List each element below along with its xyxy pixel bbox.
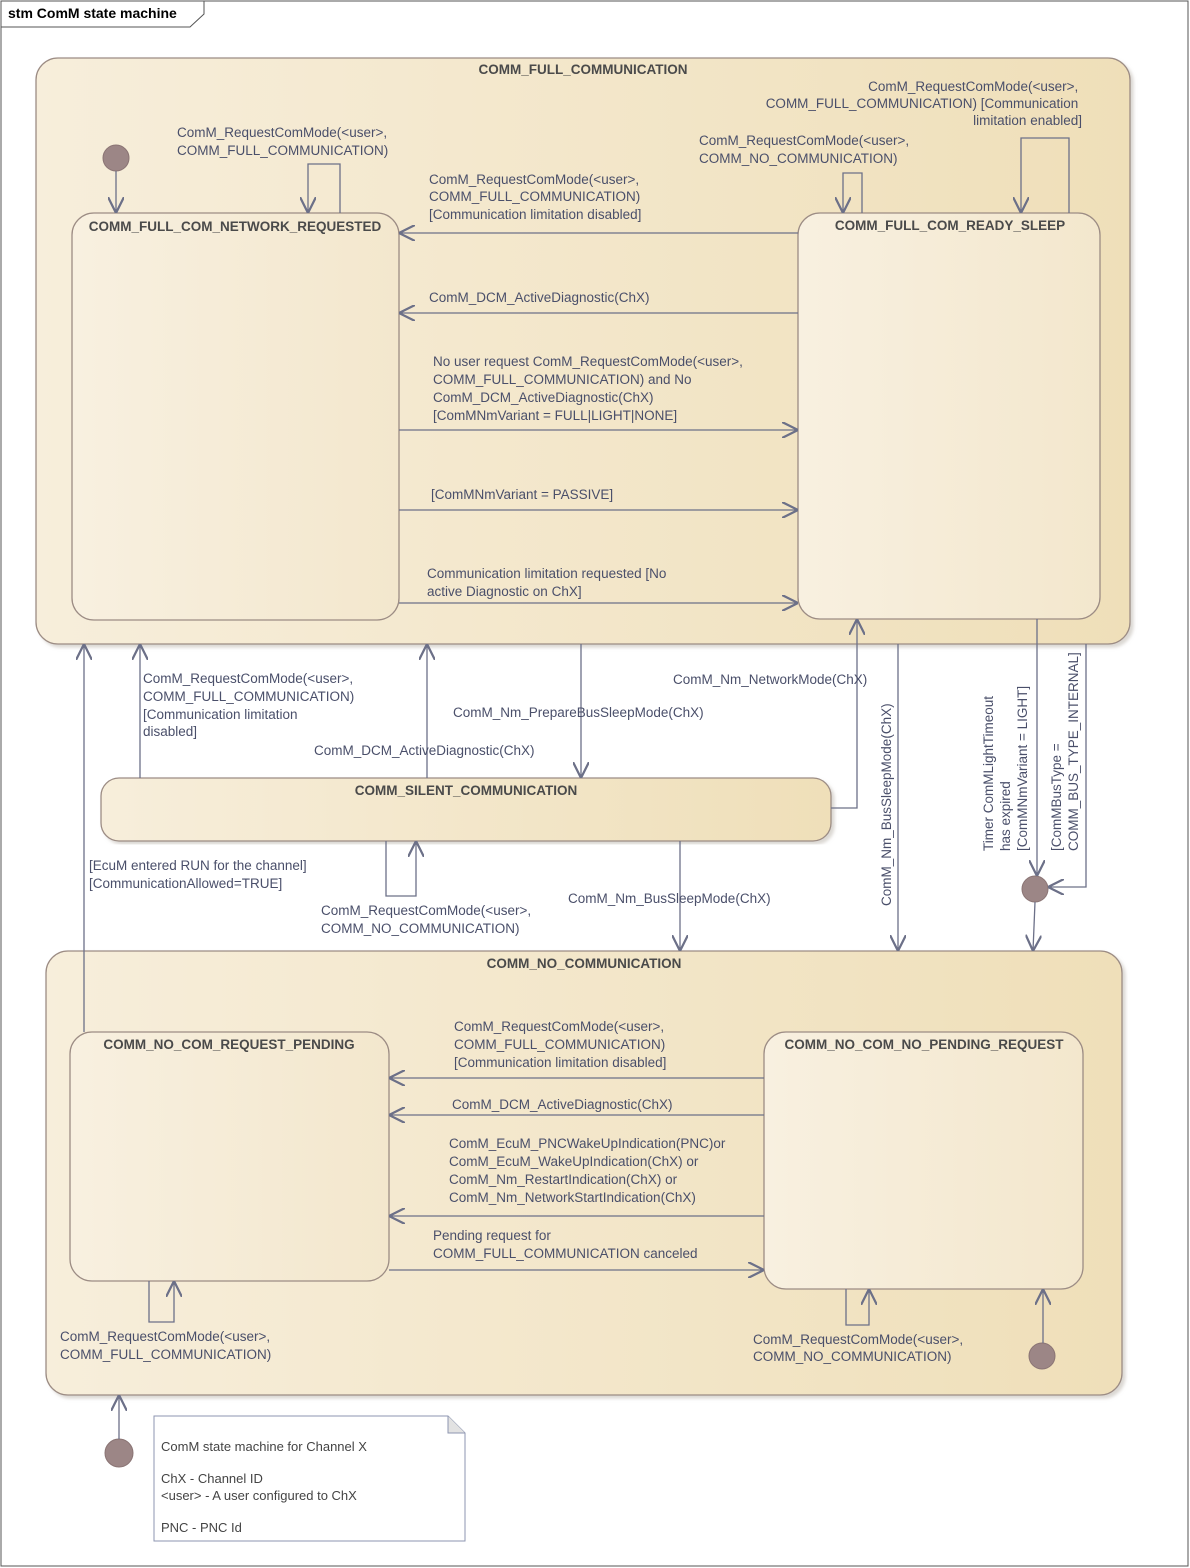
note-text: ComM state machine for Channel X ChX - Channel ID <user> - A user configured to ChX PNC - PNC Id [161,1439,367,1535]
label-npr-to-rp-diag: ComM_DCM_ActiveDiagnostic(ChX) [452,1097,673,1112]
choice-node-ready-sleep-exit [1022,876,1048,902]
note [154,1416,465,1541]
label-nocomm-to-full: [EcuM entered RUN for the channel] [CommunicationAllowed=TRUE] [89,858,307,891]
state-name: COMM_FULL_COMMUNICATION [478,62,688,77]
label-rs-self-no-comm: ComM_RequestComMode(<user>, COMM_NO_COMMUNICATION) [699,133,910,166]
label-full-to-nocomm-bussleep: ComM_Nm_BusSleepMode(ChX) [879,703,894,906]
state-name: COMM_NO_COM_REQUEST_PENDING [103,1037,355,1052]
label-silent-to-nr-request: ComM_RequestComMode(<user>, COMM_FULL_COMMUNICATION) [Communication limitation disabled] [143,671,355,739]
label-rp-to-npr-cancel: Pending request for COMM_FULL_COMMUNICATION canceled [433,1228,698,1261]
initial-node-no-pending-request [1029,1343,1055,1369]
label-nr-to-rs-limitation: Communication limitation requested [No active Diagnostic on ChX] [427,566,667,599]
label-nr-to-rs-passive: [ComMNmVariant = PASSIVE] [431,487,614,502]
label-nr-self: ComM_RequestComMode(<user>, COMM_FULL_COMMUNICATION) [177,125,389,158]
state-name: COMM_NO_COM_NO_PENDING_REQUEST [784,1037,1064,1052]
state-name: COMM_FULL_COM_READY_SLEEP [834,218,1066,233]
state-ready-sleep[interactable] [798,213,1100,619]
state-network-requested[interactable] [72,213,399,620]
label-nr-to-rs-no-request: No user request ComM_RequestComMode(<user>, COMM_FULL_COMMUNICATION) and No ComM_DCM_ActiveDiagnostic(ChX) [ComMNmVariant = FULL|LIGHT|NONE] [433,354,743,423]
label-bus-internal: [ComMBusType = COMM_BUS_TYPE_INTERNAL] [1049,652,1081,851]
label-full-to-silent: ComM_Nm_PrepareBusSleepMode(ChX) [453,705,704,720]
label-npr-to-rp-wakeup: ComM_EcuM_PNCWakeUpIndication(PNC)or ComM_EcuM_WakeUpIndication(ChX) or ComM_Nm_RestartIndication(ChX) or ComM_Nm_NetworkStartIndication(ChX) [449,1136,726,1205]
label-silent-self: ComM_RequestComMode(<user>, COMM_NO_COMMUNICATION) [321,903,532,936]
initial-node-full-communication [103,145,129,171]
label-silent-to-nocomm: ComM_Nm_BusSleepMode(ChX) [568,891,771,906]
state-no-pending-request[interactable] [764,1032,1083,1289]
state-comm-silent-communication[interactable] [101,778,831,841]
state-request-pending[interactable] [70,1032,389,1281]
label-silent-to-rs: ComM_Nm_NetworkMode(ChX) [673,672,868,687]
state-name: COMM_SILENT_COMMUNICATION [354,783,578,798]
label-npr-to-rp-request: ComM_RequestComMode(<user>, COMM_FULL_COMMUNICATION) [Communication limitation disabled] [454,1019,667,1070]
label-rs-to-nr-request: ComM_RequestComMode(<user>, COMM_FULL_COMMUNICATION) [Communication limitation disabled] [429,172,642,222]
label-rs-to-nr-diag: ComM_DCM_ActiveDiagnostic(ChX) [429,290,650,305]
state-name: COMM_NO_COMMUNICATION [486,956,682,971]
label-npr-self: ComM_RequestComMode(<user>, COMM_NO_COMMUNICATION) [753,1332,964,1364]
initial-node-machine [105,1439,133,1467]
label-light-timeout: Timer ComMLightTimeout has expired [ComMNmVariant = LIGHT] [981,685,1030,851]
label-silent-to-nr-diag: ComM_DCM_ActiveDiagnostic(ChX) [314,743,535,758]
state-name: COMM_FULL_COM_NETWORK_REQUESTED [88,219,382,234]
frame-title: stm ComM state machine [8,5,177,21]
label-rs-self-full-limit: ComM_RequestComMode(<user>, COMM_FULL_COMMUNICATION) [Communication limitation enabled] [765,79,1082,128]
label-rp-self: ComM_RequestComMode(<user>, COMM_FULL_COMMUNICATION) [60,1329,272,1362]
